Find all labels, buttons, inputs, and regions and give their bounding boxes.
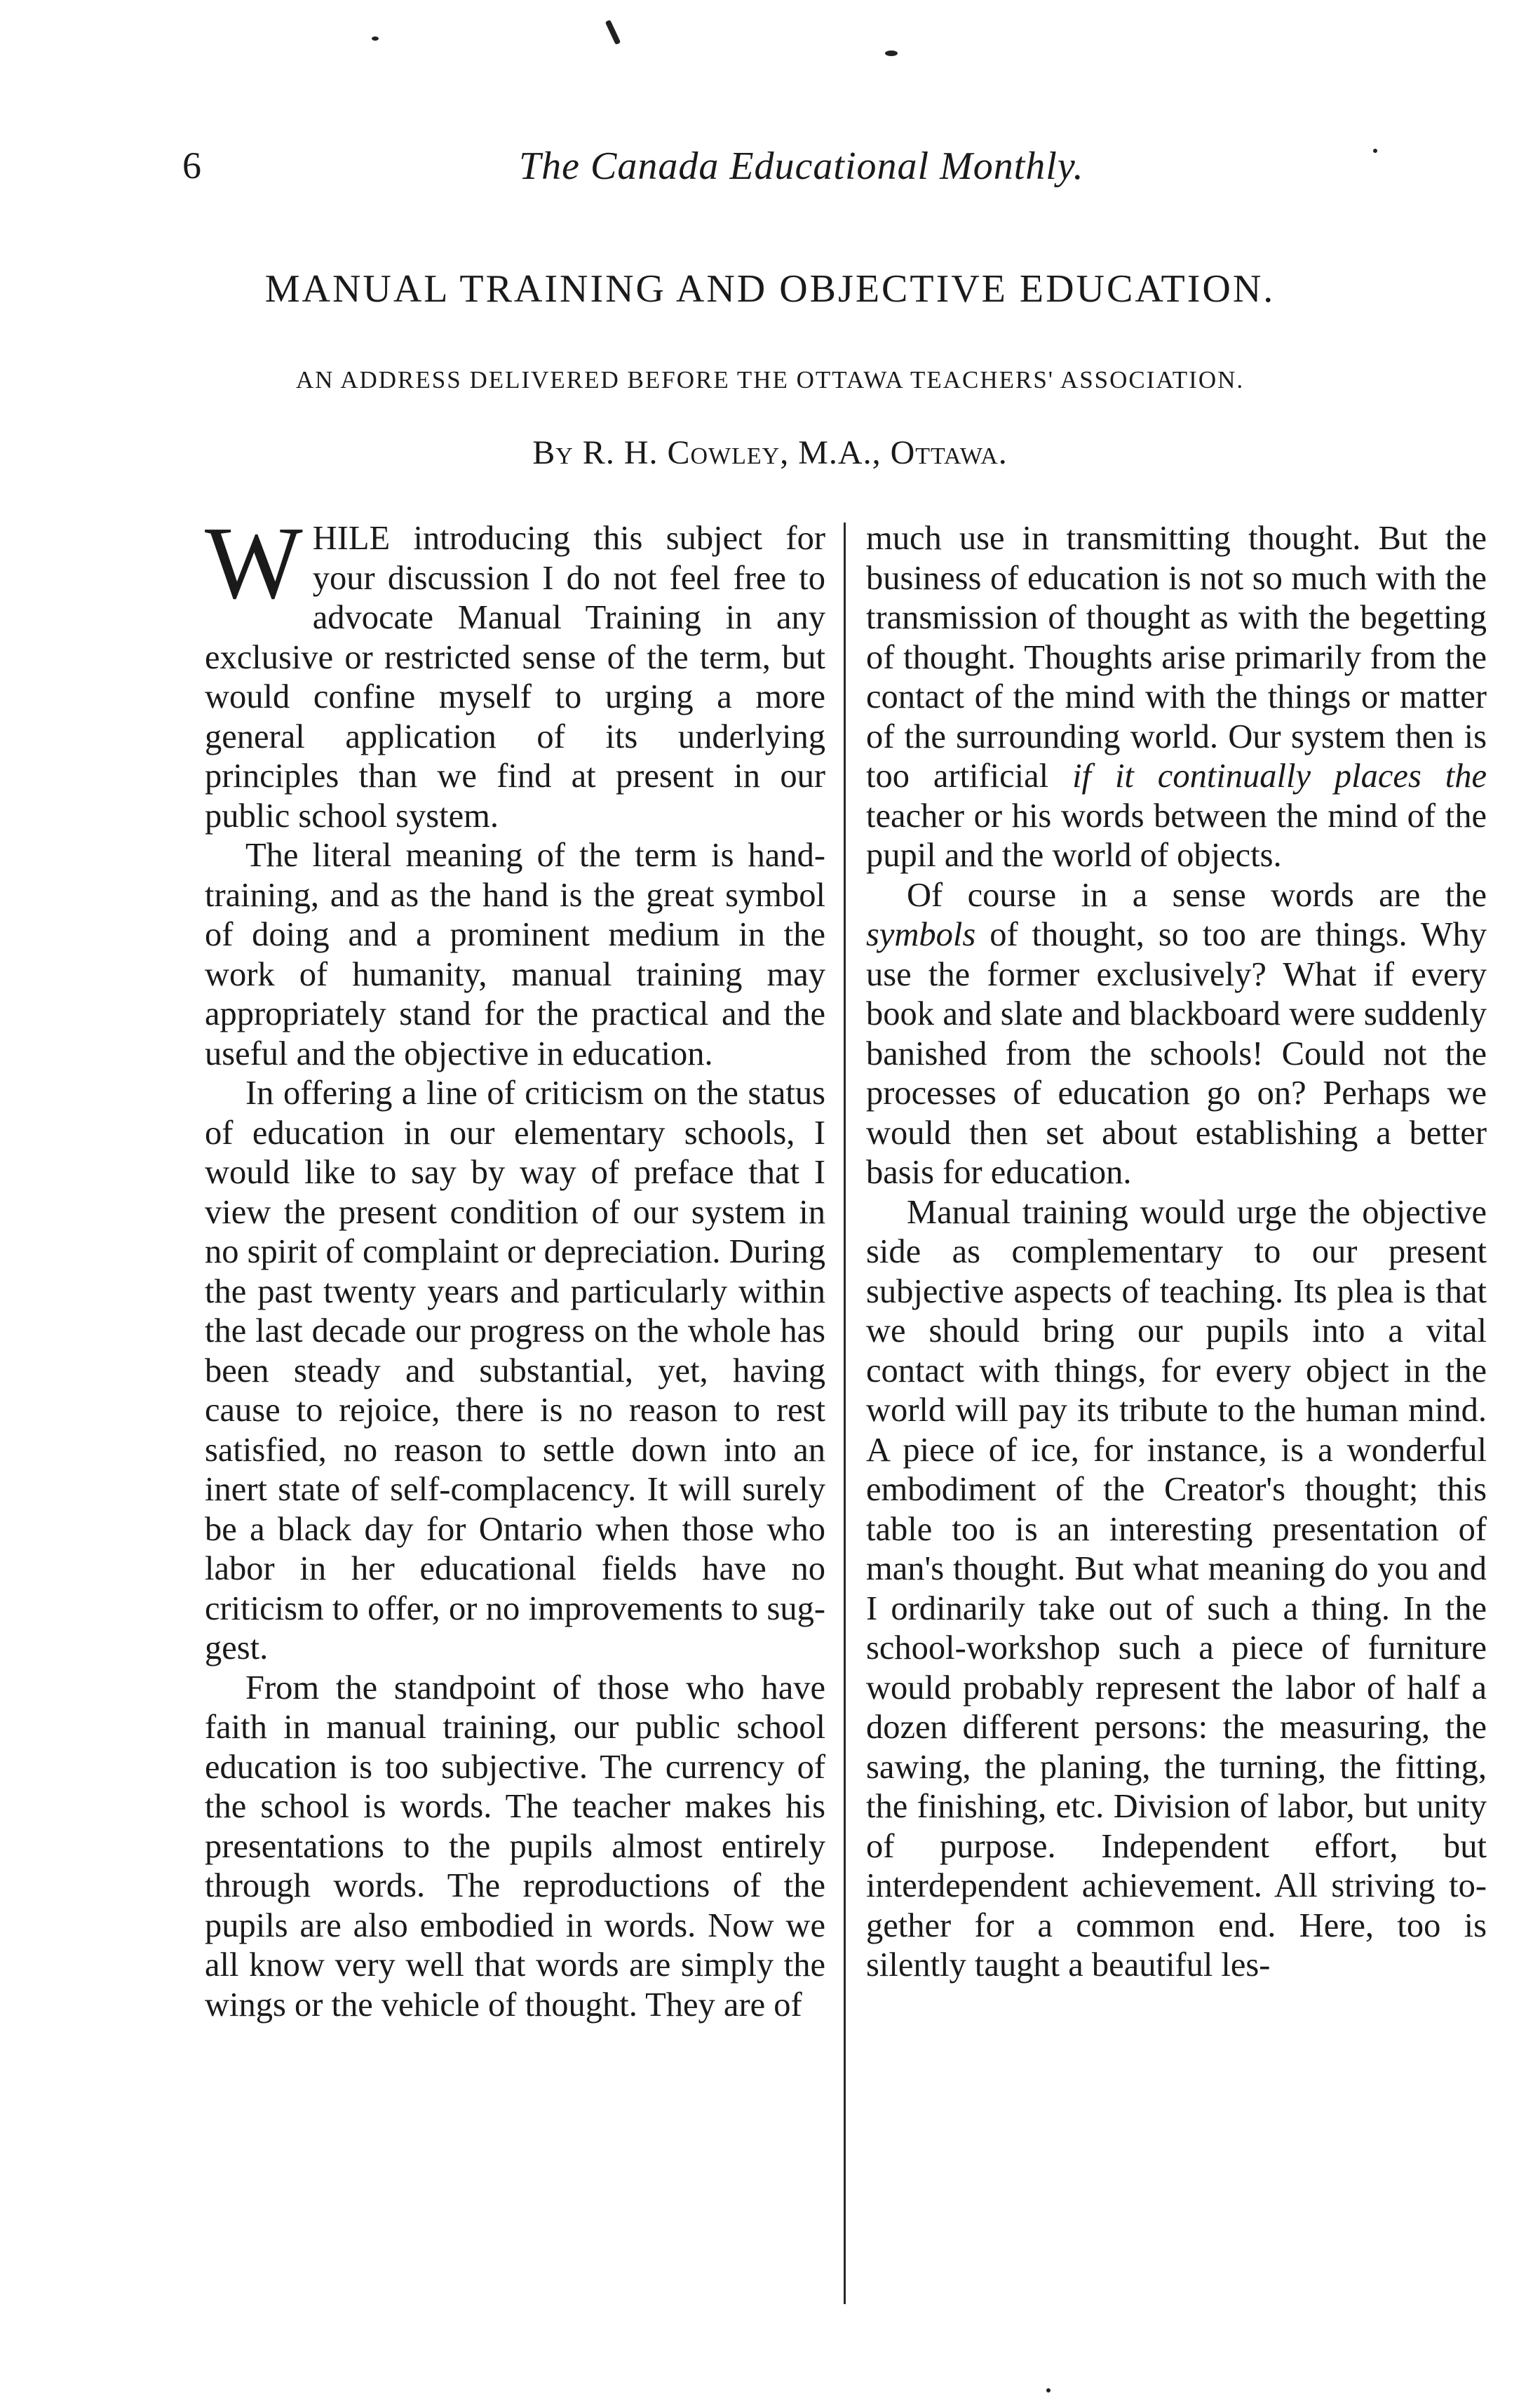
italic-text: if it continually places the xyxy=(1072,758,1487,795)
article-title: MANUAL TRAINING AND OBJECTIVE EDUCATION. xyxy=(264,267,1276,311)
left-column xyxy=(205,506,825,2025)
paragraph: From the standpoint of those who have faith in manual training, our public school education is too subjective. The currency of the school is words. The teacher makes his presentations to the pupils almost entirely through words. The reproductions of the pupils are also embodied in words. Now we all know very well that words are simply the wings or the vehicle of thought. They are of xyxy=(205,1669,825,2024)
article-byline: By R. H. Cowley, M.A., Ottawa. xyxy=(532,434,1008,471)
ink-speck xyxy=(1046,2388,1051,2392)
ink-speck xyxy=(372,36,379,41)
article-subtitle: AN ADDRESS DELIVERED BEFORE THE OTTAWA TEACHERS' ASSOCIATION. xyxy=(295,366,1245,393)
drop-cap: W xyxy=(205,506,303,621)
paragraph-text: much use in transmitting thought. But the business of education is not so much with the transmission of thought as with the begetting of thought. Thoughts arise primarily from the contact of the mind with the things or matter of the surrounding world. Our system then is too artificial xyxy=(866,520,1487,795)
page-header xyxy=(182,144,1473,207)
italic-text: symbols xyxy=(866,916,976,953)
paragraph: In offering a line of criticism on the status of education in our elementary schools, I would like to say by way of preface that I view the present condition of our system in no spirit of complaint or depreciation. During the past twenty years and particularly within the last decade our progress on the whole has been steady and substantial, yet, having cause to rejoice, there is no reason to rest satisfied, no reason to settle down into an inert state of self-complacency. It will surely be a black day for Ontario when those who labor in her educational fields have no criticism to offer, or no improvements to suggest. xyxy=(205,1075,825,1667)
paragraph: Manual training would urge the objective side as complementary to our present subjective aspects of teaching. Its plea is that we should bring our pupils into a vital contact with things, for every object in the world will pay its tribute to the human mind. A piece of ice, for instance, is a wonderful embodiment of the Creator's thought; this table too is an interesting presentation of man's thought. But what meaning do you and I ordinarily take out of such a thing. In the school-workshop such a piece of furniture would probably represent the labor of half a dozen different persons: the measuring, the sawing, the planing, the turning, the fitting, the finishing, etc. Division of labor, but unity of purpose. Independent effort, but interdependent achievement. All striving together for a common end. Here, too is silently taught a beautiful les- xyxy=(866,1193,1487,1984)
paragraph xyxy=(205,506,825,836)
paragraph xyxy=(866,519,1487,876)
ink-speck xyxy=(605,20,621,45)
paragraph: The literal meaning of the term is hand-training, and as the hand is the great symbol of doing and a prominent medium in the work of humanity, manual training may appropriately stand for the practical and the useful and the objective in education. xyxy=(205,837,825,1072)
running-head: The Canada Educational Monthly. xyxy=(519,144,1084,188)
column-rule xyxy=(844,523,846,2304)
page-number: 6 xyxy=(182,144,201,187)
paragraph-text: of thought, so too are things. Why use the former exclusively? What if every book and slate and blackboard were suddenly banished from the schools! Could not the processes of education go on? Perhaps we would then set about establishing a better basis for education. xyxy=(866,916,1487,1191)
ink-speck xyxy=(885,51,898,56)
paragraph xyxy=(866,876,1487,1193)
paragraph-text: HILE introducing this subject for your discussion I do not feel free to advocate Manual Training in any exclusive or restricted sense of the term, but would confine myself to urging a more general application of its underlying principles than we find at present in our public school system. xyxy=(205,520,825,835)
paragraph-text: teacher or his words between the mind of the pupil and the world of objects. xyxy=(866,797,1487,874)
right-column xyxy=(866,519,1487,1986)
paragraph-text: Of course in a sense words are the xyxy=(907,876,1487,914)
